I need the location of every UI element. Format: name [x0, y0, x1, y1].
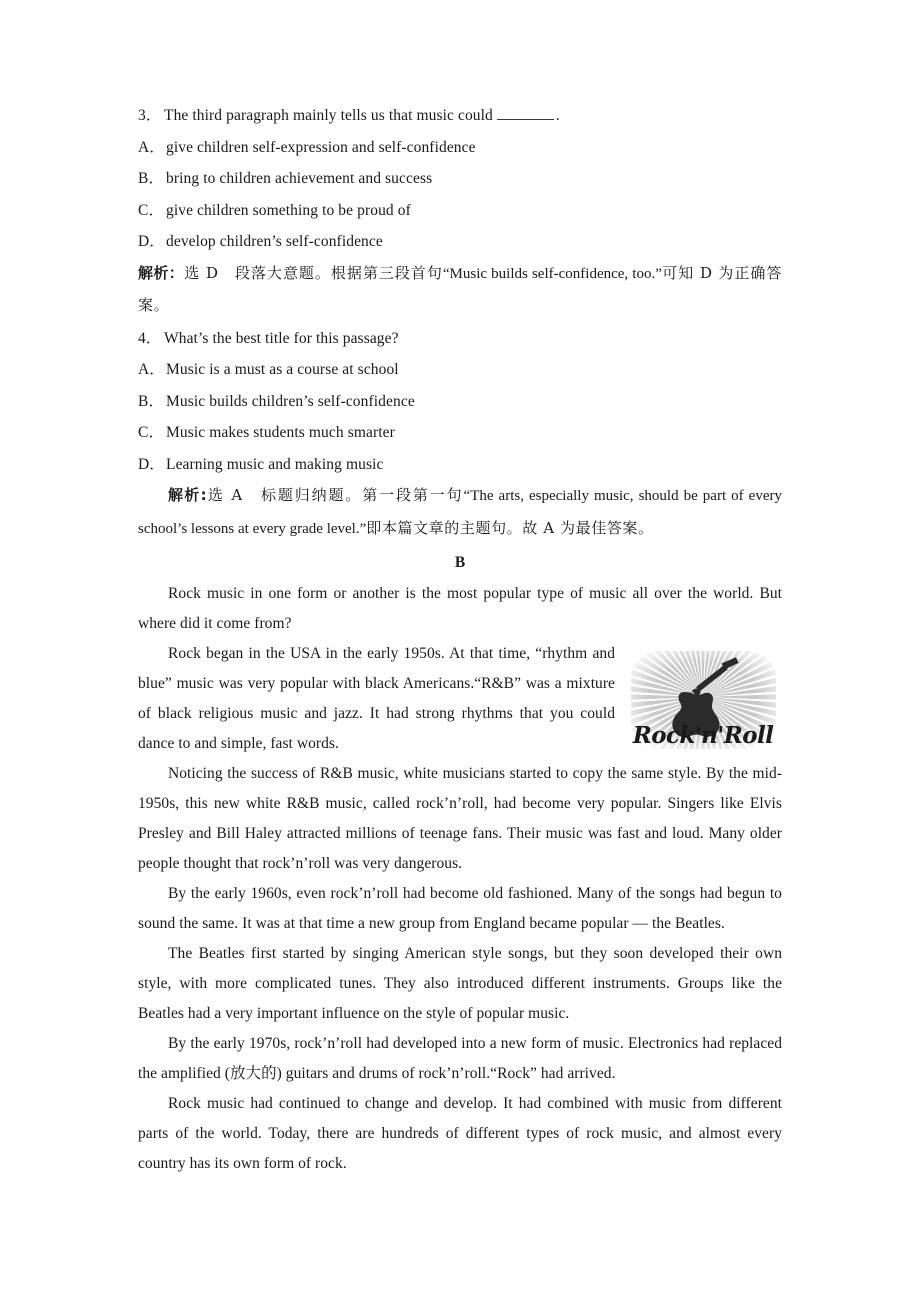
option-label: C． — [138, 201, 165, 219]
passage-paragraph-1: Rock music in one form or another is the most popular type of music all over the world. But where did it come from? — [138, 584, 782, 632]
question-3-stem-text: The third paragraph mainly tells us that music could — [164, 107, 493, 124]
question-3-stem-tail: . — [555, 107, 560, 124]
question-4-option-a[interactable] — [138, 354, 782, 386]
option-text: Music is a must as a course at school — [166, 361, 399, 378]
option-text: give children something to be proud of — [166, 201, 411, 219]
option-label: D． — [138, 233, 165, 250]
analysis-quote: “The arts, especially music, should be part of every school’s lessons at every grade level.” — [138, 488, 782, 537]
question-4-stem-text: What’s the best title for this passage? — [164, 329, 399, 347]
analysis-cn-part-2: 可知 D 为正确答案。 — [138, 263, 782, 314]
question-4-analysis — [138, 480, 782, 545]
option-text: Learning music and making music — [166, 455, 384, 473]
question-3-option-b[interactable] — [138, 163, 782, 195]
passage-paragraph-6: By the early 1970s, rock’n’roll had developed into a new form of music. Electronics had replaced the amplified (放大的) guitars and drums of rock’n’roll.“Rock” had arrived. — [138, 1034, 782, 1082]
passage-paragraph-7: Rock music had continued to change and develop. It had combined with music from different parts of the world. Today, there are hundreds of different types of rock music, and almost every country has its own form of rock. — [138, 1094, 782, 1172]
option-label: A． — [138, 361, 165, 378]
question-4-option-b[interactable] — [138, 386, 782, 418]
option-text: Music makes students much smarter — [166, 424, 395, 441]
rock-n-roll-logo-icon — [625, 647, 782, 753]
option-label: B． — [138, 392, 165, 410]
option-text: develop children’s self-confidence — [166, 233, 383, 250]
question-3-option-a[interactable] — [138, 132, 782, 164]
question-3-stem — [138, 100, 782, 132]
rock-n-roll-wordmark: Rock'n'Roll — [632, 721, 774, 749]
question-3-option-d[interactable] — [138, 226, 782, 258]
passage-section-letter: B — [454, 554, 466, 571]
question-4-stem — [138, 323, 782, 355]
option-label: C． — [138, 424, 165, 441]
option-label: A． — [138, 138, 165, 156]
question-4-option-c[interactable] — [138, 417, 782, 449]
analysis-cn-part-1: 选 D 段落大意题。根据第三段首句 — [184, 263, 443, 282]
passage-paragraph-5: The Beatles first started by singing American style songs, but they soon developed their own style, with more complicated tunes. They also introduced different instruments. Groups like the Beatles had a very important influence on the style of popular music. — [138, 944, 782, 1022]
question-4-number: 4． — [138, 329, 162, 347]
analysis-keyword: 解析 — [138, 263, 169, 282]
option-text: bring to children achievement and success — [166, 170, 433, 187]
analysis-cn-part-1: 选 A 标题归纳题。第一段第一句 — [206, 486, 464, 504]
option-text: give children self-expression and self-confidence — [166, 138, 476, 156]
passage-paragraph-4: By the early 1960s, even rock’n’roll had become old fashioned. Many of the songs had begun to sound the same. It was at that time a new group from England became popular — the Beatles. — [138, 884, 782, 932]
question-3-analysis — [138, 258, 782, 323]
analysis-colon: : — [200, 486, 207, 504]
passage-paragraph-2: Rock began in the USA in the early 1950s. At that time, “rhythm and blue” music was very popular with black Americans.“R&B” was a mixture of black religious music and jazz. It had strong rhythms that you could dance to and simple, fast words. — [138, 644, 615, 752]
option-label: B． — [138, 170, 165, 187]
passage-paragraph-3: Noticing the success of R&B music, white musicians started to copy the same style. By the mid-1950s, this new white R&B music, called rock’n’roll, had become very popular. Singers like Elvis Presley and Bill Haley attracted millions of teenage fans. Their music was fast and loud. Many older people thought that rock’n’roll was very dangerous. — [138, 764, 782, 872]
question-3-option-c[interactable] — [138, 195, 782, 227]
page-content — [138, 100, 782, 1179]
analysis-quote: “Music builds self-confidence, too.” — [442, 265, 662, 282]
question-3-answer-blank[interactable] — [497, 107, 554, 120]
passage-paragraph-2-wrapper — [138, 639, 782, 759]
analysis-keyword: 解析 — [168, 486, 201, 504]
option-text: Music builds children’s self-confidence — [166, 392, 415, 410]
rock-n-roll-image — [625, 647, 782, 753]
option-label: D． — [138, 455, 165, 473]
question-4-option-d[interactable] — [138, 449, 782, 481]
analysis-colon: ： — [168, 263, 185, 282]
analysis-cn-part-2: 即本篇文章的主题句。故 A 为最佳答案。 — [366, 518, 654, 537]
question-3-number: 3． — [138, 107, 162, 124]
